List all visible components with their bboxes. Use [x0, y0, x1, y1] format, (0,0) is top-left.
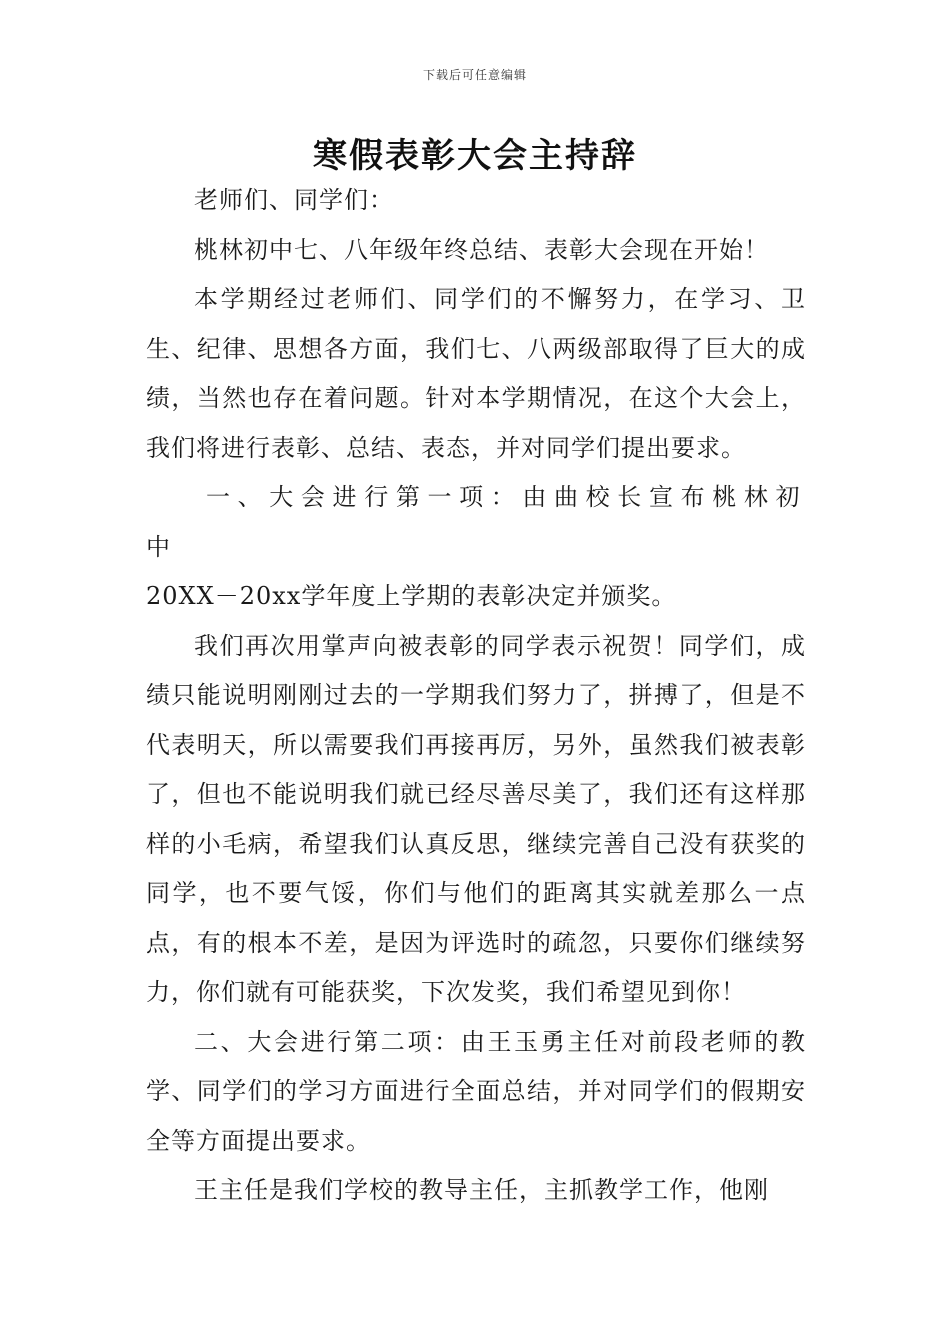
paragraph-item-one-continued: 20XX－20xx学年度上学期的表彰决定并颁奖。 — [146, 582, 677, 610]
paragraph-introduction: 本学期经过老师们、同学们的不懈努力，在学习、卫生、纪律、思想各方面，我们七、八两级部取得了巨大的成绩，当然也存在着问题。针对本学期情况，在这个大会上，我们将进行表彰、总结、表态，并对同学们提出要求。 — [146, 285, 806, 462]
paragraph-item-one: 一、大会进行第一项：由曲校长宣布桃林初中 — [146, 483, 806, 561]
paragraph-greeting: 老师们、同学们： — [194, 186, 394, 214]
header-note: 下载后可任意编辑 — [422, 68, 527, 82]
paragraph-opening: 桃林初中七、八年级年终总结、表彰大会现在开始！ — [194, 235, 769, 264]
document-title: 寒假表彰大会主持辞 — [313, 136, 637, 176]
paragraph-director-intro: 王主任是我们学校的教导主任，主抓教学工作，他刚 — [194, 1176, 769, 1204]
paragraph-item-two: 二、大会进行第二项：由王玉勇主任对前段老师的教学、同学们的学习方面进行全面总结，并对同学们的假期安全等方面提出要求。 — [146, 1027, 806, 1155]
document-body — [146, 176, 806, 1216]
paragraph-congratulations: 我们再次用掌声向被表彰的同学表示祝贺！同学们，成绩只能说明刚刚过去的一学期我们努力了，拼搏了，但是不代表明天，所以需要我们再接再厉，另外，虽然我们被表彰了，但也不能说明我们就已经尽善尽美了，我们还有这样那样的小毛病，希望我们认真反思，继续完善自己没有获奖的同学，也不要气馁，你们与他们的距离其实就差那么一点点，有的根本不差，是因为评选时的疏忽，只要你们继续努力，你们就有可能获奖，下次发奖，我们希望见到你！ — [146, 631, 806, 1006]
